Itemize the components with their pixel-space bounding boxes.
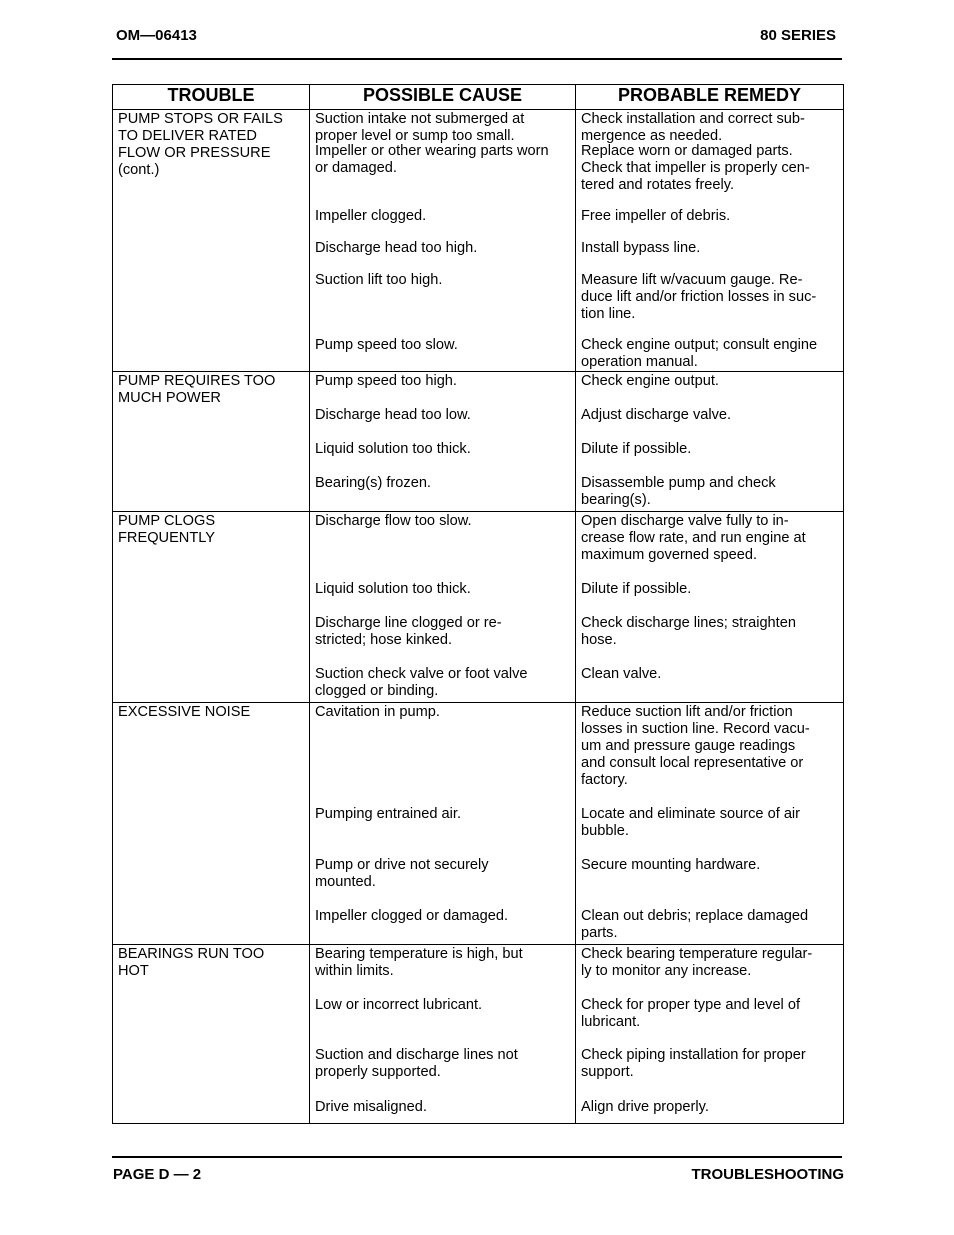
column-header-trouble: TROUBLE [113, 85, 310, 110]
possible-cause: Low or incorrect lubricant. [315, 997, 483, 1013]
probable-remedy: Free impeller of debris. [581, 208, 731, 224]
probable-remedy-cell [576, 945, 844, 1124]
possible-cause: Drive misaligned. [315, 1099, 427, 1115]
possible-cause: Bearing temperature is high, but within limits. [315, 946, 523, 979]
possible-cause: Cavitation in pump. [315, 704, 440, 720]
probable-remedy: Check installation and correct sub- mergence as needed. [581, 111, 805, 144]
probable-remedy: Check for proper type and level of lubricant. [581, 997, 801, 1030]
trouble-cell: PUMP REQUIRES TOO MUCH POWER [113, 372, 310, 512]
possible-cause: Suction intake not submerged at proper level or sump too small. [315, 111, 525, 144]
probable-remedy: Disassemble pump and check bearing(s). [581, 475, 776, 508]
possible-cause-cell [310, 110, 576, 372]
table-row [113, 512, 844, 703]
footer-rule [112, 1156, 842, 1158]
page-number: PAGE D — 2 [113, 1166, 202, 1183]
possible-cause-cell [310, 945, 576, 1124]
possible-cause: Suction check valve or foot valve clogged or binding. [315, 666, 528, 699]
possible-cause: Impeller clogged or damaged. [315, 908, 509, 924]
probable-remedy: Dilute if possible. [581, 581, 692, 597]
trouble-cell: PUMP CLOGS FREQUENTLY [113, 512, 310, 703]
probable-remedy: Secure mounting hardware. [581, 857, 761, 873]
probable-remedy: Clean valve. [581, 666, 662, 682]
probable-remedy: Check piping installation for proper support. [581, 1047, 806, 1080]
possible-cause: Pump speed too high. [315, 373, 457, 389]
possible-cause: Pump or drive not securely mounted. [315, 857, 489, 890]
table-row [113, 110, 844, 372]
possible-cause-cell [310, 372, 576, 512]
probable-remedy-cell [576, 110, 844, 372]
probable-remedy: Check bearing temperature regular- ly to monitor any increase. [581, 946, 813, 979]
possible-cause: Suction lift too high. [315, 272, 443, 288]
trouble-cell: EXCESSIVE NOISE [113, 703, 310, 945]
probable-remedy: Check engine output; consult engine operation manual. [581, 337, 818, 370]
possible-cause: Discharge head too low. [315, 407, 471, 423]
probable-remedy: Replace worn or damaged parts. Check that impeller is properly cen- tered and rotates freely. [581, 143, 810, 193]
possible-cause: Discharge flow too slow. [315, 513, 472, 529]
probable-remedy: Open discharge valve fully to in- crease flow rate, and run engine at maximum governed speed. [581, 513, 806, 563]
possible-cause: Discharge line clogged or re- stricted; hose kinked. [315, 615, 502, 648]
probable-remedy: Check discharge lines; straighten hose. [581, 615, 796, 648]
possible-cause-cell [310, 703, 576, 945]
troubleshooting-table [112, 84, 844, 1124]
possible-cause: Impeller or other wearing parts worn or damaged. [315, 143, 549, 176]
possible-cause: Discharge head too high. [315, 240, 478, 256]
trouble-cell: BEARINGS RUN TOO HOT [113, 945, 310, 1124]
possible-cause: Impeller clogged. [315, 208, 427, 224]
probable-remedy: Locate and eliminate source of air bubble. [581, 806, 801, 839]
possible-cause: Suction and discharge lines not properly supported. [315, 1047, 518, 1080]
probable-remedy-cell [576, 703, 844, 945]
table-row [113, 945, 844, 1124]
probable-remedy-cell [576, 512, 844, 703]
possible-cause: Liquid solution too thick. [315, 441, 471, 457]
table-header-row [113, 85, 844, 110]
possible-cause: Pump speed too slow. [315, 337, 458, 353]
probable-remedy: Install bypass line. [581, 240, 701, 256]
probable-remedy: Adjust discharge valve. [581, 407, 732, 423]
possible-cause-cell [310, 512, 576, 703]
trouble-cell: PUMP STOPS OR FAILS TO DELIVER RATED FLOW OR PRESSURE (cont.) [113, 110, 310, 372]
section-title: TROUBLESHOOTING [691, 1166, 844, 1183]
probable-remedy: Check engine output. [581, 373, 719, 389]
possible-cause: Bearing(s) frozen. [315, 475, 431, 491]
column-header-probable-remedy: PROBABLE REMEDY [576, 85, 844, 110]
possible-cause: Liquid solution too thick. [315, 581, 471, 597]
probable-remedy: Reduce suction lift and/or friction losses in suction line. Record vacu- um and pressure gauge readings and consult local representative or factory. [581, 704, 810, 788]
probable-remedy: Dilute if possible. [581, 441, 692, 457]
possible-cause: Pumping entrained air. [315, 806, 462, 822]
probable-remedy-cell [576, 372, 844, 512]
header-rule [112, 58, 842, 60]
probable-remedy: Clean out debris; replace damaged parts. [581, 908, 809, 941]
document-id: OM—06413 [116, 27, 197, 44]
series-label: 80 SERIES [760, 27, 836, 44]
probable-remedy: Align drive properly. [581, 1099, 709, 1115]
table-row [113, 372, 844, 512]
probable-remedy: Measure lift w/vacuum gauge. Re- duce lift and/or friction losses in suc- tion line. [581, 272, 817, 322]
table-row [113, 703, 844, 945]
column-header-possible-cause: POSSIBLE CAUSE [310, 85, 576, 110]
